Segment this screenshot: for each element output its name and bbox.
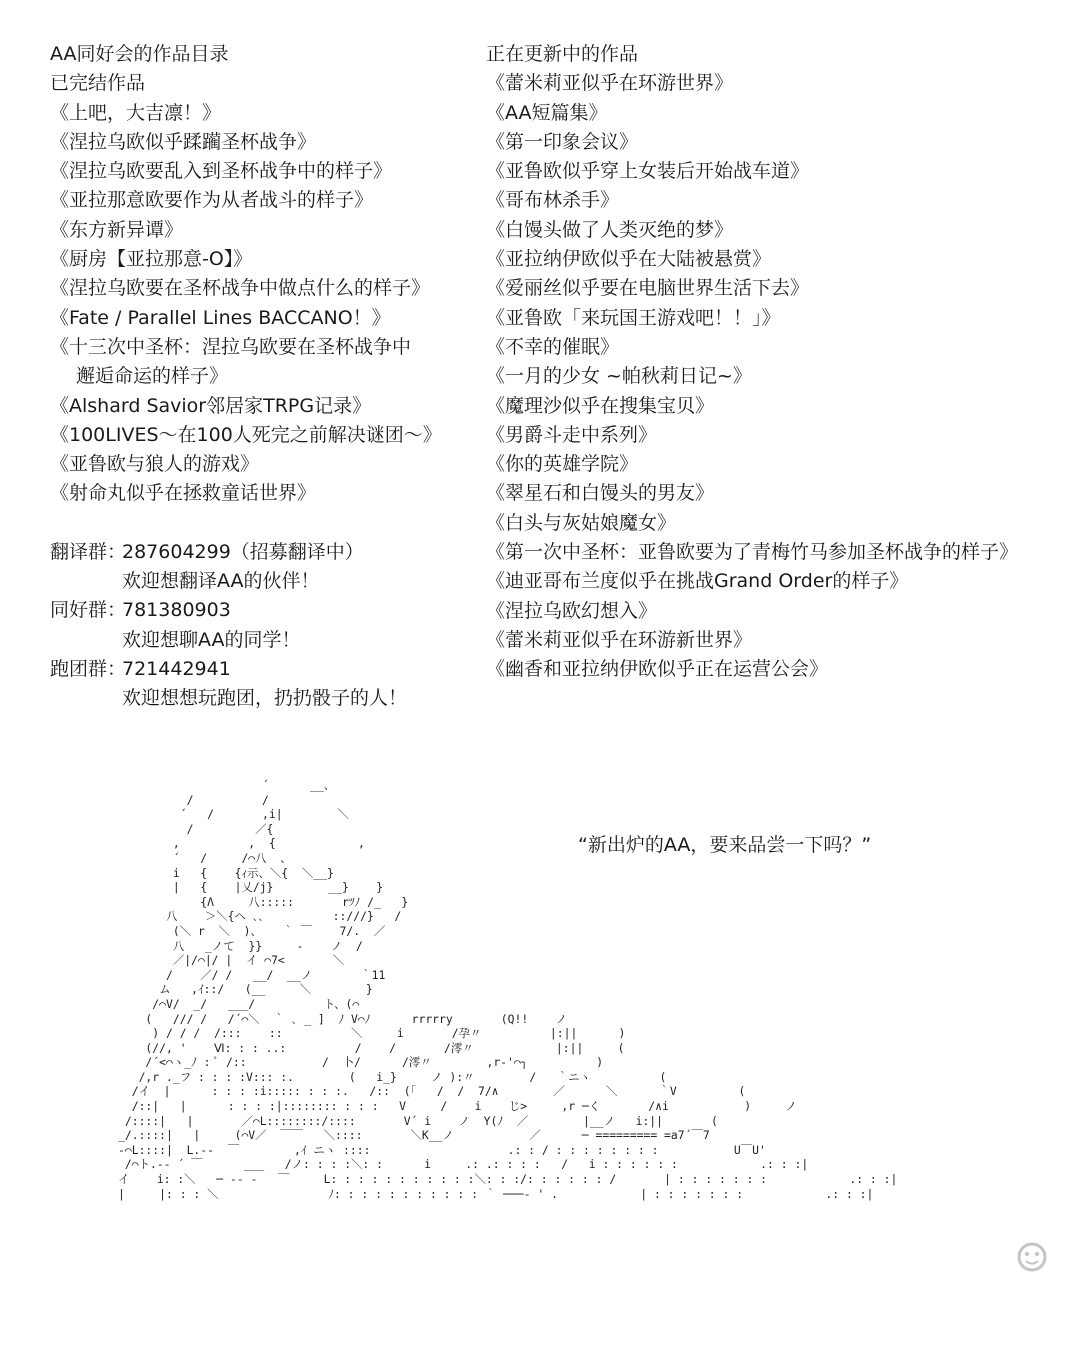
- site-watermark: [1007, 1200, 1057, 1340]
- ongoing-work: 《涅拉乌欧幻想入》: [486, 599, 658, 622]
- completed-work: 《亚拉那意欧要作为从者战斗的样子》: [50, 189, 374, 212]
- completed-work: 《涅拉乌欧似乎蹂躏圣杯战争》: [50, 130, 317, 153]
- ongoing-heading: 正在更新中的作品: [486, 43, 639, 65]
- mascot-icon: [1015, 1240, 1049, 1274]
- ongoing-work: 《哥布林杀手》: [486, 189, 620, 212]
- completed-work-continued: 邂逅命运的样子》: [76, 365, 229, 388]
- ongoing-work: 《迪亚哥布兰度似乎在挑战Grand Order的样子》: [486, 570, 909, 593]
- ongoing-work: 《蕾米莉亚似乎在环游新世界》: [486, 628, 753, 651]
- ongoing-work: 《魔理沙似乎在搜集宝贝》: [486, 394, 715, 417]
- completed-work: 《厨房【亚拉那意-O】》: [50, 248, 253, 271]
- section-gap: [50, 509, 470, 538]
- completed-work: 《涅拉乌欧要在圣杯战争中做点什么的样子》: [50, 277, 431, 300]
- catalog-heading: AA同好会的作品目录: [50, 43, 229, 65]
- trpg-group: [50, 655, 470, 684]
- ongoing-work: 《幽香和亚拉纳伊欧似乎正在运营公会》: [486, 658, 829, 681]
- ongoing-work: 《第一印象会议》: [486, 130, 639, 153]
- completed-work: 《亚鲁欧与狼人的游戏》: [50, 453, 260, 476]
- completed-work: 《十三次中圣杯：涅拉乌欧要在圣杯战争中: [50, 335, 412, 358]
- completed-work: 《上吧，大吉凛！》: [50, 101, 222, 124]
- translation-group: [50, 538, 470, 567]
- fan-group: [50, 596, 470, 625]
- ongoing-work: 《男爵斗走中系列》: [486, 423, 658, 446]
- ongoing-work: 《AA短篇集》: [486, 101, 608, 124]
- group-number: 287604299（招募翻译中）: [122, 540, 364, 563]
- group-label: 同好群：: [50, 599, 127, 622]
- ongoing-work: 《蕾米莉亚似乎在环游世界》: [486, 72, 734, 95]
- completed-work: 《Fate / Parallel Lines BACCANO！》: [50, 306, 391, 329]
- ongoing-work: 《第一次中圣杯：亚鲁欧要为了青梅竹马参加圣杯战争的样子》: [486, 541, 1019, 564]
- right-column: [486, 40, 1026, 685]
- ongoing-work: 《亚拉纳伊欧似乎在大陆被悬赏》: [486, 248, 772, 271]
- ongoing-work: 《不幸的催眠》: [486, 335, 620, 358]
- ongoing-work: 《翠星石和白馒头的男友》: [486, 482, 715, 505]
- ongoing-work: 《白头与灰姑娘魔女》: [486, 511, 677, 534]
- group-number: 781380903: [122, 599, 231, 622]
- completed-work: 《Alshard Savior邻居家TRPG记录》: [50, 394, 372, 417]
- group-label: 翻译群：: [50, 540, 127, 563]
- left-column: [50, 40, 470, 714]
- completed-work: 《东方新异谭》: [50, 218, 184, 241]
- ongoing-work: 《亚鲁欧似乎穿上女装后开始战车道》: [486, 160, 810, 183]
- speech-quote: “新出炉的AA，要来品尝一下吗？”: [578, 834, 872, 856]
- ongoing-work: 《爱丽丝似乎要在电脑世界生活下去》: [486, 277, 810, 300]
- ascii-art-illustration: ´ __、 / / ´ / ,i| ＼ / ／{ , , { , ´ / /⌒八 、 i { {ｨ示、＼{ ＼__} | { |乂/j} __} } {Λ 八::::: rﾂﾉ /_ } 八 ＞＼{ヘ ､､ ::///} / (＼ r ＼ )、 ｀ ￣ 7/. ／ 八 _ノて }} ‐ ノ / ／|/⌒|/ | イ ⌒7< ＼ / ／/ / __/ __ノ ｀11 ム ,ｲ::/ (__ ＼ } /⌒V/ _/ ___/ ト、(⌒ ( /// / /´⌒＼ ｀ ､ _ ] ﾉ V⌒ﾉ rrrrry (Q!! ノ ) / / / /::: :: ＼ i /孕〃 |:|| ) (//, ' Ⅵ: : : ..: / / /澪〃 |:|| ( /´<⌒ヽ_ﾉ : ﾟ /:: / 卜/ /澪〃 ,r‐'⌒┐ ) /,r ._フ : : : :V::: :. ( i_} ノ ):〃 / ｀ニヽ ( /イ | : : : :i::::: : : :. /:: (「 / / 7/∧ ／ ＼ ｀V ( /::| | : : : :|:::::::: : : : V / i じ> ,r ─く /∧i ) ノ /::::| | ／⌒L::::::::/:::: V´ i ノ Y(ﾉ ／ |__ノ i:|| ( _/.::::| | (⌒V／ ￣￣ ＼:::: ＼K__ノ ／ ─ ========= =a7´￣7 ‐⌒L::::| L.-‐ ￣ ,ｲ ニヽ :::: .: : / : : : : : : : : U￣U' /⌒ト.-‐ ´ ￣ ___ /ノ: : : :＼: : i .: .: : : : / i : : : : : : .: : :| イ i: :＼ ─ ‐‐ - ￣ L: : : : : : : : : : :＼: : :/: : : : : : / | : : : : : : : .: : :| | |: : : ＼ ﾉ: : : : : : : : : : : ｀ ───‐ ' . | : : : : : : : .: : :|: [118, 778, 898, 1201]
- group-note: 欢迎想想玩跑团，扔扔骰子的人！: [122, 687, 408, 710]
- completed-work: 《涅拉乌欧要乱入到圣杯战争中的样子》: [50, 160, 393, 183]
- group-note: 欢迎想翻译AA的伙伴！: [122, 570, 320, 593]
- group-number: 721442941: [122, 657, 231, 680]
- ongoing-work: 《亚鲁欧「来玩国王游戏吧！！」》: [486, 306, 781, 329]
- ongoing-work: 《白馒头做了人类灭绝的梦》: [486, 218, 734, 241]
- completed-heading: 已完结作品: [50, 72, 146, 95]
- group-label: 跑团群：: [50, 657, 127, 680]
- completed-work: 《射命丸似乎在拯救童话世界》: [50, 482, 317, 505]
- completed-work: 《100LIVES～在100人死完之前解决谜团～》: [50, 423, 442, 446]
- group-note: 欢迎想聊AA的同学！: [122, 628, 301, 651]
- ongoing-work: 《你的英雄学院》: [486, 453, 639, 476]
- ongoing-work: 《一月的少女 ~帕秋莉日记~》: [486, 365, 752, 388]
